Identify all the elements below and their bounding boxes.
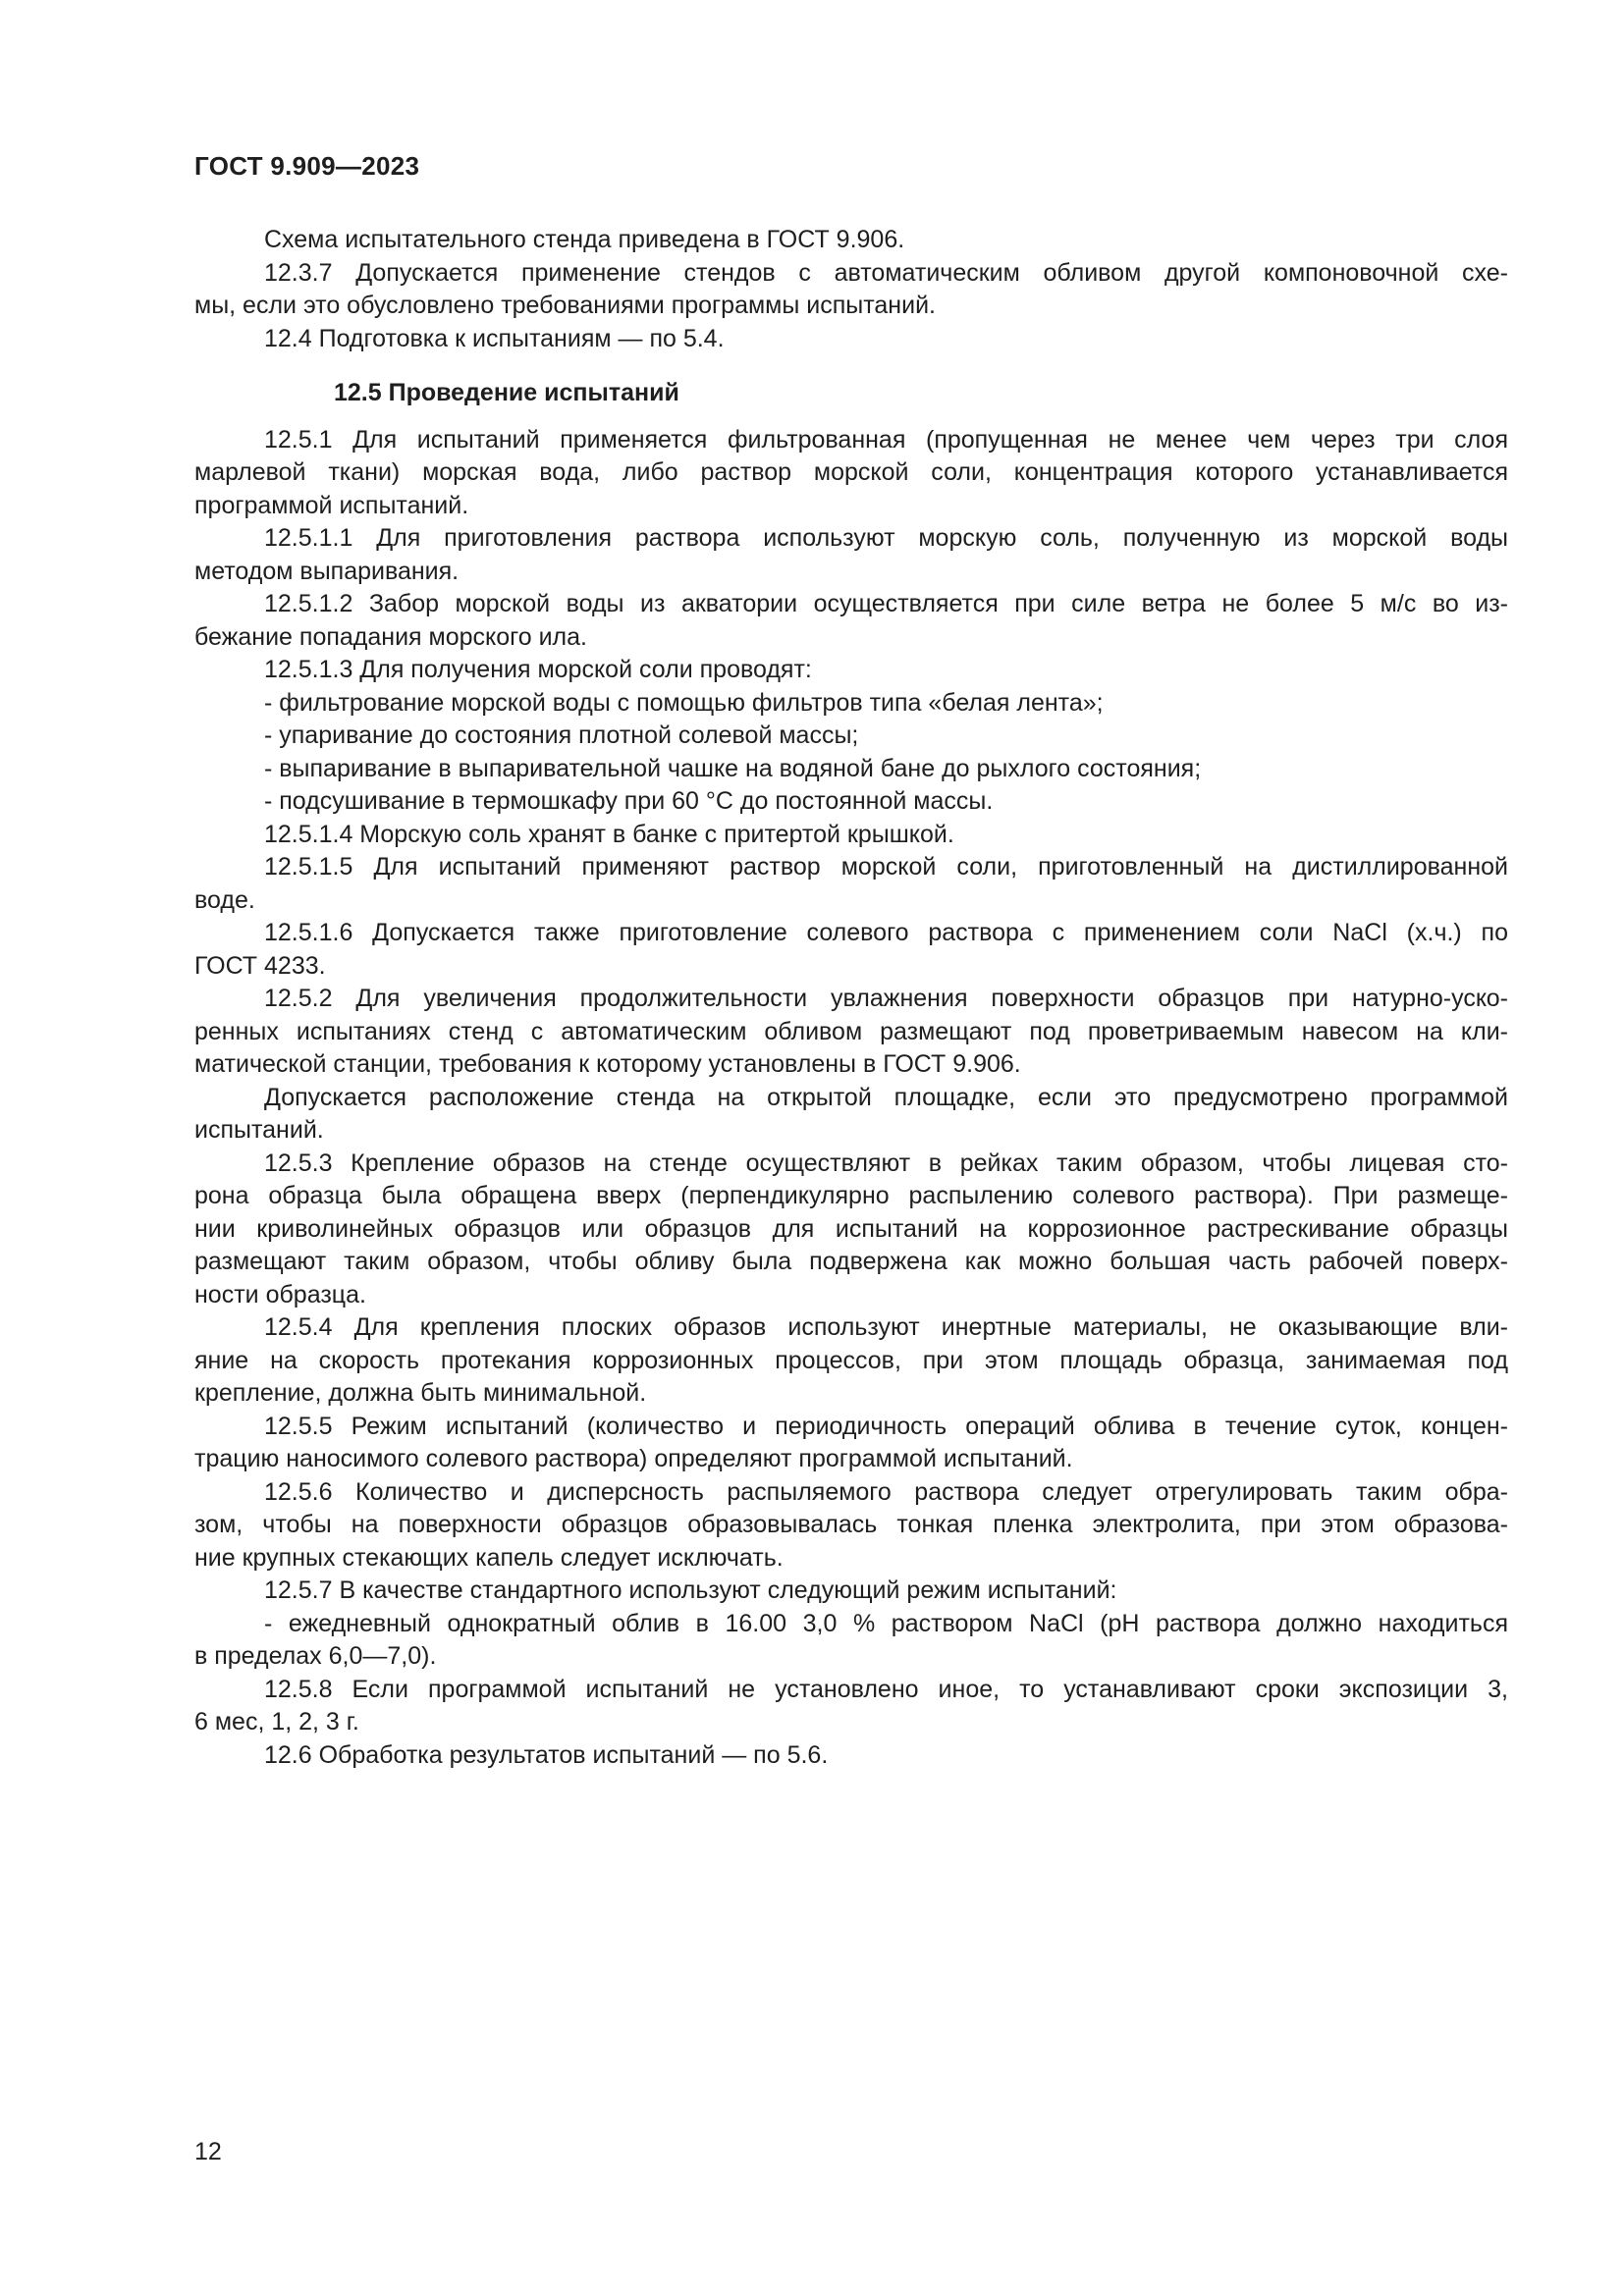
text-line: в пределах 6,0—7,0).	[194, 1642, 437, 1670]
text-line: 12.5.1.3 Для получения морской соли проводят:	[264, 656, 812, 683]
paragraph	[194, 983, 1508, 1082]
text-line: 6 мес, 1, 2, 3 г.	[194, 1708, 359, 1735]
text-line: 12.5.6 Количество и дисперсность распыляемого раствора следует отрегулировать таким обра-	[264, 1477, 1508, 1506]
text-line: 12.5.2 Для увеличения продолжительности увлажнения поверхности образцов при натурно-ускo-	[264, 985, 1508, 1012]
section-heading	[194, 377, 1508, 410]
text-line: марлевой ткани) морская вода, либо раствор морской соли, концентрация которого устанавливается	[194, 458, 1508, 486]
text-line: испытаний.	[194, 1116, 324, 1144]
paragraph	[194, 1608, 1508, 1674]
text-line: размещают таким образом, чтобы обливу была подвержена как можно большая часть рабочей поверх-	[194, 1248, 1508, 1275]
text-line: 12.3.7 Допускается применение стендов с автоматическим обливом другой компоновочной схе-	[264, 258, 1508, 287]
text-line: 12.5.7 В качестве стандартного используют следующий режим испытаний:	[264, 1576, 1117, 1604]
text-line: 12.5.5 Режим испытаний (количество и периодичность операций облива в течение суток, концен-	[264, 1412, 1508, 1440]
text-line: 12.5.1.5 Для испытаний применяют раствор морской соли, приготовленный на дистиллированной	[264, 853, 1508, 881]
text-line: ние крупных стекающих капель следует исключать.	[194, 1543, 784, 1572]
paragraph	[194, 1311, 1508, 1411]
paragraph	[194, 1674, 1508, 1739]
text-line: Допускается расположение стенда на открытой площадке, если это предусмотрено программой	[264, 1083, 1508, 1111]
text-line: 12.5.1.6 Допускается также приготовление солевого раствора с применением соли NaCl (х.ч.) по	[264, 919, 1508, 946]
text-line: 12.5.1.2 Забор морской воды из акватории осуществляется при силе ветра не более 5 м/с во из-	[264, 590, 1508, 617]
paragraph	[194, 1082, 1508, 1148]
paragraph	[194, 753, 1508, 786]
paragraph	[194, 819, 1508, 852]
text-line: методом выпаривания.	[194, 557, 460, 585]
text-line: - упаривание до состояния плотной солевой массы;	[264, 721, 859, 749]
text-line: ГОСТ 4233.	[194, 951, 326, 980]
text-line: 12.6 Обработка результатов испытаний — по 5.6.	[264, 1740, 829, 1769]
text-line: бежание попадания морского ила.	[194, 622, 587, 651]
paragraph	[194, 257, 1508, 323]
text-line: мы, если это обусловлено требованиями программы испытаний.	[194, 292, 936, 319]
text-line: яние на скорость протекания коррозионных процессов, при этом площадь образца, занимаемая под	[194, 1346, 1508, 1374]
paragraph	[194, 1411, 1508, 1476]
text-line: матической станции, требования к которому установлены в ГОСТ 9.906.	[194, 1050, 1021, 1078]
text-line: воде.	[194, 885, 255, 914]
text-line: 12.5.3 Крепление образов на стенде осуществляют в рейках таким образом, чтобы лицевая сто-	[264, 1148, 1508, 1177]
text-line: 12.5.1.4 Морскую соль хранят в банке с притертой крышкой.	[264, 820, 954, 848]
text-line: ности образца.	[194, 1280, 366, 1308]
text-line: ренных испытаниях стенд с автоматическим обливом размещают под проветриваемым навесом на кли-	[194, 1017, 1508, 1045]
text-line: 12.5.8 Если программой испытаний не установлено иное, то устанавливают сроки экспозиции 3,	[264, 1675, 1508, 1703]
text-line: - подсушивание в термошкафу при 60 °С до постоянной массы.	[264, 787, 994, 815]
text-line: Схема испытательного стенда приведена в ГОСТ 9.906.	[264, 226, 905, 253]
paragraph	[194, 588, 1508, 654]
text-line: 12.5.1.1 Для приготовления раствора используют морскую соль, полученную из морской воды	[264, 524, 1508, 552]
text-line: - выпаривание в выпаривательной чашке на водяной бане до рыхлого состояния;	[264, 754, 1202, 782]
text-line: зом, чтобы на поверхности образцов образовывалась тонкая пленка электролита, при этом образова-	[194, 1511, 1508, 1538]
paragraph	[194, 687, 1508, 721]
paragraph	[194, 1148, 1508, 1312]
paragraph	[194, 654, 1508, 687]
text-line: нии криволинейных образцов или образцов для испытаний на коррозионное растрескивание образцы	[194, 1214, 1508, 1243]
paragraph	[194, 1575, 1508, 1608]
text-line: 12.5.1 Для испытаний применяется фильтрованная (пропущенная не менее чем через три слоя	[264, 425, 1508, 454]
text-line: 12.5 Проведение испытаний	[334, 379, 679, 406]
text-line: трацию наносимого солевого раствора) определяют программой испытаний.	[194, 1445, 1073, 1472]
paragraph	[194, 1739, 1508, 1773]
paragraph	[194, 917, 1508, 983]
paragraph	[194, 720, 1508, 753]
text-line: рона образца была обращена вверх (перпендикулярно распылению солевого раствора). При размеще-	[194, 1182, 1508, 1209]
document-body	[194, 224, 1508, 1772]
paragraph	[194, 224, 1508, 257]
paragraph	[194, 851, 1508, 917]
page-number: 12	[194, 2138, 222, 2165]
paragraph	[194, 785, 1508, 819]
text-line: 12.4 Подготовка к испытаниям — по 5.4.	[264, 324, 725, 352]
text-line: - фильтрование морской воды с помощью фильтров типа «белая лента»;	[264, 688, 1104, 717]
paragraph	[194, 424, 1508, 523]
paragraph	[194, 323, 1508, 356]
text-line: - ежедневный однократный облив в 16.00 3,0 % раствором NaCl (pH раствора должно находиться	[264, 1609, 1508, 1637]
text-line: крепление, должна быть минимальной.	[194, 1379, 647, 1407]
paragraph	[194, 522, 1508, 588]
paragraph	[194, 1476, 1508, 1575]
document-header: ГОСТ 9.909—2023	[194, 151, 420, 181]
text-line: программой испытаний.	[194, 491, 469, 519]
text-line: 12.5.4 Для крепления плоских образов используют инертные материалы, не оказывающие вли-	[264, 1313, 1508, 1341]
